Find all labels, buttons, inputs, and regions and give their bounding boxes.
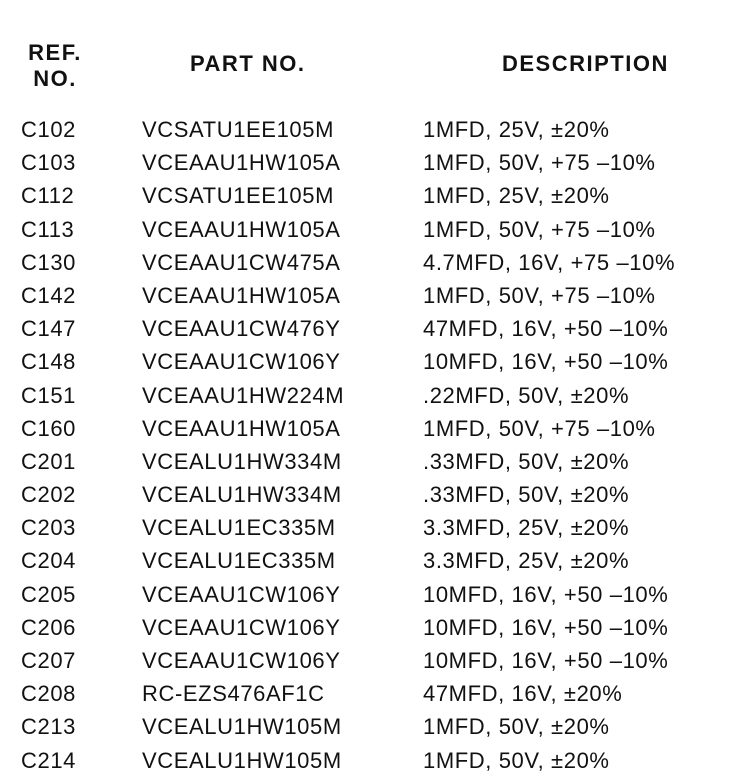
part-no-cell: VCEAAU1HW105A (142, 216, 341, 242)
ref-no-cell: C112 (21, 183, 75, 209)
ref-no-cell: C214 (21, 747, 76, 773)
part-no-cell: VCEALU1EC335M (142, 515, 336, 541)
part-no-cell: VCEALU1HW105M (142, 714, 342, 740)
description-cell: .33MFD, 50V, ±20% (423, 482, 630, 508)
ref-no-cell: C102 (21, 117, 76, 142)
table-row (0, 345, 749, 378)
description-cell: 1MFD, 50V, +75 –10% (423, 415, 656, 441)
ref-no-cell: C204 (21, 548, 76, 574)
table-row (0, 744, 749, 777)
part-no-cell: VCEALU1EC335M (142, 548, 336, 574)
ref-no-cell: C148 (21, 349, 76, 375)
table-row (0, 213, 749, 246)
description-cell: 1MFD, 50V, ±20% (423, 714, 610, 740)
ref-no-cell: C208 (21, 681, 76, 707)
table-row (0, 113, 749, 146)
part-no-cell: VCEAAU1CW106Y (142, 349, 341, 375)
part-no-cell: VCEAAU1CW476Y (142, 316, 341, 342)
table-row (0, 146, 749, 179)
ref-no-cell: C160 (21, 415, 76, 441)
part-no-header: PART NO. (190, 51, 306, 76)
ref-no-cell: C142 (21, 282, 76, 308)
description-cell: 10MFD, 16V, +50 –10% (423, 614, 669, 640)
part-no-cell: VCEAAU1CW106Y (142, 581, 341, 607)
ref-no-header-line1: REF. (28, 40, 82, 65)
description-cell: 3.3MFD, 25V, ±20% (423, 515, 630, 541)
ref-no-cell: C113 (21, 216, 75, 242)
table-row (0, 478, 749, 511)
description-cell: 3.3MFD, 25V, ±20% (423, 548, 630, 574)
ref-no-cell: C207 (21, 648, 76, 673)
part-no-cell: VCEAAU1HW105A (142, 415, 341, 441)
part-no-cell: VCEALU1HW334M (142, 482, 342, 508)
description-cell: .22MFD, 50V, ±20% (423, 382, 630, 408)
table-row (0, 644, 749, 677)
part-no-cell: RC-EZS476AF1C (142, 681, 325, 707)
description-cell: 1MFD, 50V, ±20% (423, 747, 610, 773)
description-cell: 47MFD, 16V, +50 –10% (423, 316, 669, 342)
ref-no-cell: C203 (21, 515, 76, 541)
part-no-cell: VCEALU1HW105M (142, 747, 342, 773)
description-cell: 1MFD, 25V, ±20% (423, 117, 610, 142)
ref-no-cell: C130 (21, 249, 76, 275)
description-cell: 1MFD, 50V, +75 –10% (423, 216, 656, 242)
table-row (0, 312, 749, 345)
description-cell: 1MFD, 25V, ±20% (423, 183, 610, 209)
ref-no-cell: C201 (21, 448, 76, 474)
ref-no-cell: C103 (21, 150, 76, 176)
part-no-cell: VCSATU1EE105M (142, 117, 335, 142)
description-cell: 4.7MFD, 16V, +75 –10% (423, 249, 676, 275)
ref-no-cell: C206 (21, 614, 76, 640)
ref-no-header-line2: NO. (33, 66, 77, 91)
ref-no-cell: C151 (21, 382, 76, 408)
table-row (0, 511, 749, 544)
part-no-cell: VCEAAU1HW105A (142, 150, 341, 176)
table-row (0, 279, 749, 312)
ref-no-header (20, 40, 90, 92)
part-no-cell: VCEAAU1CW475A (142, 249, 341, 275)
table-row (0, 710, 749, 743)
part-no-cell: VCEAAU1HW105A (142, 282, 341, 308)
parts-table-body (0, 113, 749, 777)
ref-no-cell: C202 (21, 482, 76, 508)
table-row (0, 677, 749, 710)
part-no-cell: VCSATU1EE105M (142, 183, 335, 209)
part-no-cell: VCEAAU1CW106Y (142, 648, 341, 673)
table-row (0, 246, 749, 279)
description-cell: 47MFD, 16V, ±20% (423, 681, 623, 707)
description-cell: 10MFD, 16V, +50 –10% (423, 648, 669, 673)
table-row (0, 445, 749, 478)
table-row (0, 412, 749, 445)
part-no-cell: VCEALU1HW334M (142, 448, 342, 474)
description-cell: 10MFD, 16V, +50 –10% (423, 581, 669, 607)
description-cell: 1MFD, 50V, +75 –10% (423, 150, 656, 176)
ref-no-cell: C205 (21, 581, 76, 607)
description-cell: .33MFD, 50V, ±20% (423, 448, 630, 474)
description-cell: 10MFD, 16V, +50 –10% (423, 349, 669, 375)
description-header: DESCRIPTION (502, 51, 669, 76)
table-row (0, 379, 749, 412)
part-no-cell: VCEAAU1CW106Y (142, 614, 341, 640)
description-cell: 1MFD, 50V, +75 –10% (423, 282, 656, 308)
ref-no-cell: C213 (21, 714, 76, 740)
table-row (0, 179, 749, 212)
table-row (0, 544, 749, 577)
table-row (0, 578, 749, 611)
table-row (0, 611, 749, 644)
part-no-cell: VCEAAU1HW224M (142, 382, 345, 408)
ref-no-cell: C147 (21, 316, 76, 342)
